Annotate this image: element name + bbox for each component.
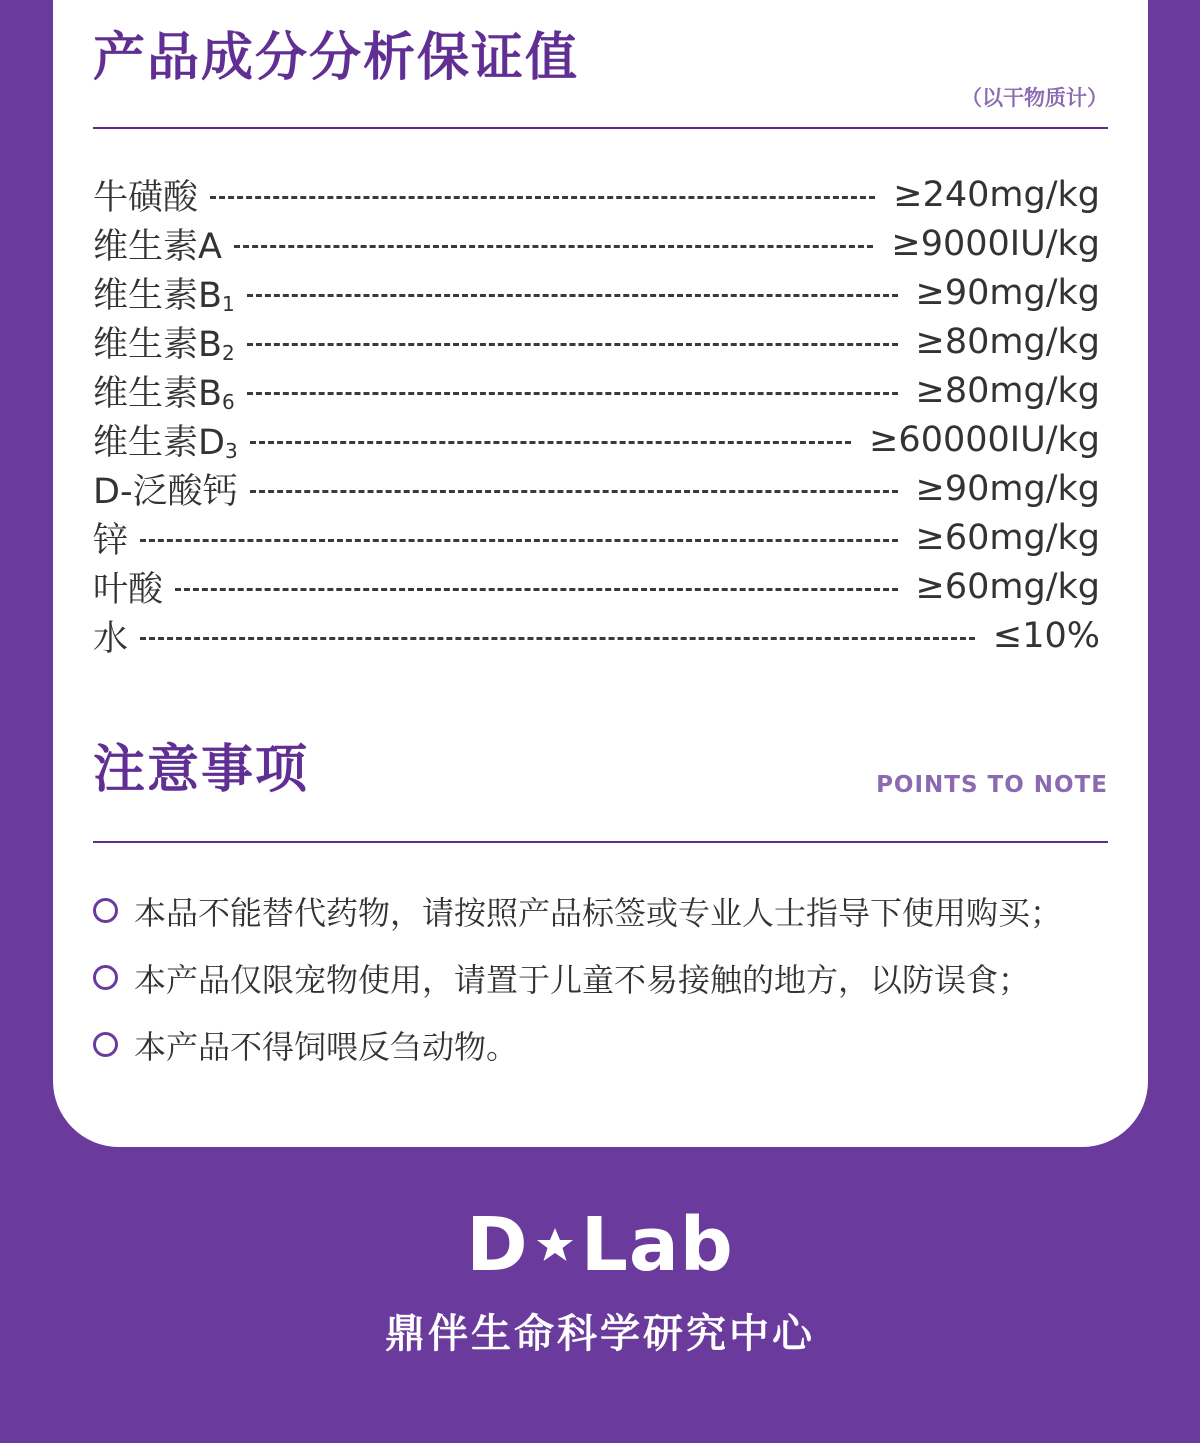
nutrient-row <box>93 611 1100 660</box>
star-icon <box>535 1225 575 1265</box>
logo-lab-text: Lab <box>580 1202 734 1288</box>
notes-header <box>93 738 1108 802</box>
nutrient-value: ≥80mg/kg <box>915 370 1100 411</box>
dashed-leader <box>175 588 898 591</box>
dashed-leader <box>234 245 873 248</box>
note-item <box>93 877 1128 944</box>
nutrient-name-text: 维生素B <box>93 275 223 316</box>
nutrient-row <box>93 464 1100 513</box>
nutrient-name-text: D-泛酸钙 <box>93 471 238 512</box>
logo-letter-d: D <box>466 1202 529 1288</box>
dashed-leader <box>250 490 898 493</box>
nutrient-name <box>93 317 235 367</box>
nutrient-name-text: 牛磺酸 <box>93 177 199 218</box>
nutrient-name-subscript: 6 <box>222 389 235 414</box>
circle-bullet-icon <box>93 965 118 990</box>
nutrient-row <box>93 562 1100 611</box>
dashed-leader <box>247 294 898 297</box>
circle-bullet-icon <box>93 1032 118 1057</box>
nutrient-name-subscript: 1 <box>222 291 235 316</box>
dashed-leader <box>210 196 875 199</box>
nutrient-name <box>93 366 235 416</box>
nutrient-row <box>93 366 1100 415</box>
nutrient-name <box>93 611 128 661</box>
nutrient-name <box>93 513 128 563</box>
brand-logo <box>0 1202 1200 1288</box>
note-text: 本品不能替代药物，请按照产品标签或专业人士指导下使用购买； <box>134 893 1063 932</box>
nutrient-name <box>93 219 222 269</box>
nutrient-name <box>93 562 163 612</box>
nutrient-value: ≥90mg/kg <box>915 468 1100 509</box>
nutrient-value: ≥60mg/kg <box>915 517 1100 558</box>
nutrient-value: ≥9000IU/kg <box>891 223 1100 264</box>
note-item <box>93 944 1128 1011</box>
analysis-basis-note: （以干物质计） <box>961 86 1108 110</box>
circle-bullet-icon <box>93 898 118 923</box>
nutrient-name-text: 锌 <box>93 520 129 561</box>
nutrient-name-text: 维生素B <box>93 324 223 365</box>
nutrient-name-subscript: 2 <box>222 340 235 365</box>
nutrient-name <box>93 415 238 465</box>
nutrient-value: ≥240mg/kg <box>893 174 1100 215</box>
dashed-leader <box>250 441 851 444</box>
note-item <box>93 1011 1128 1078</box>
nutrient-row <box>93 415 1100 464</box>
analysis-title: 产品成分分析保证值 <box>93 28 580 88</box>
nutrient-name-text: 维生素B <box>93 373 223 414</box>
dashed-leader <box>140 637 975 640</box>
nutrient-name-text: 维生素A <box>93 226 222 267</box>
analysis-header <box>93 26 1108 110</box>
note-text: 本产品不得饲喂反刍动物。 <box>134 1027 519 1066</box>
notes-subtitle: POINTS TO NOTE <box>876 772 1108 798</box>
nutrient-value: ≤10% <box>992 615 1100 656</box>
nutrient-row <box>93 219 1100 268</box>
nutrient-name-subscript: 3 <box>224 438 238 463</box>
nutrient-name <box>93 464 238 514</box>
organization-name: 鼎伴生命科学研究中心 <box>385 1311 815 1357</box>
dashed-leader <box>247 343 898 346</box>
nutrient-value: ≥60000IU/kg <box>869 419 1100 460</box>
nutrient-name <box>93 268 235 318</box>
nutrient-name-text: 叶酸 <box>93 569 164 610</box>
nutrient-name <box>93 170 198 220</box>
dashed-leader <box>247 392 898 395</box>
nutrient-row <box>93 170 1100 219</box>
dashed-leader <box>140 539 898 542</box>
nutrient-row <box>93 268 1100 317</box>
notes-list <box>93 877 1128 1078</box>
analysis-divider <box>93 127 1108 129</box>
nutrient-row <box>93 317 1100 366</box>
nutrient-value: ≥80mg/kg <box>915 321 1100 362</box>
nutrient-list <box>93 170 1100 660</box>
nutrient-name-text: 维生素D <box>93 422 225 463</box>
content-card <box>53 0 1148 1147</box>
nutrient-value: ≥90mg/kg <box>915 272 1100 313</box>
nutrient-name-text: 水 <box>93 618 129 659</box>
note-text: 本产品仅限宠物使用，请置于儿童不易接触的地方，以防误食； <box>134 960 1031 999</box>
notes-divider <box>93 841 1108 843</box>
nutrient-row <box>93 513 1100 562</box>
notes-title: 注意事项 <box>93 740 310 800</box>
nutrient-value: ≥60mg/kg <box>915 566 1100 607</box>
